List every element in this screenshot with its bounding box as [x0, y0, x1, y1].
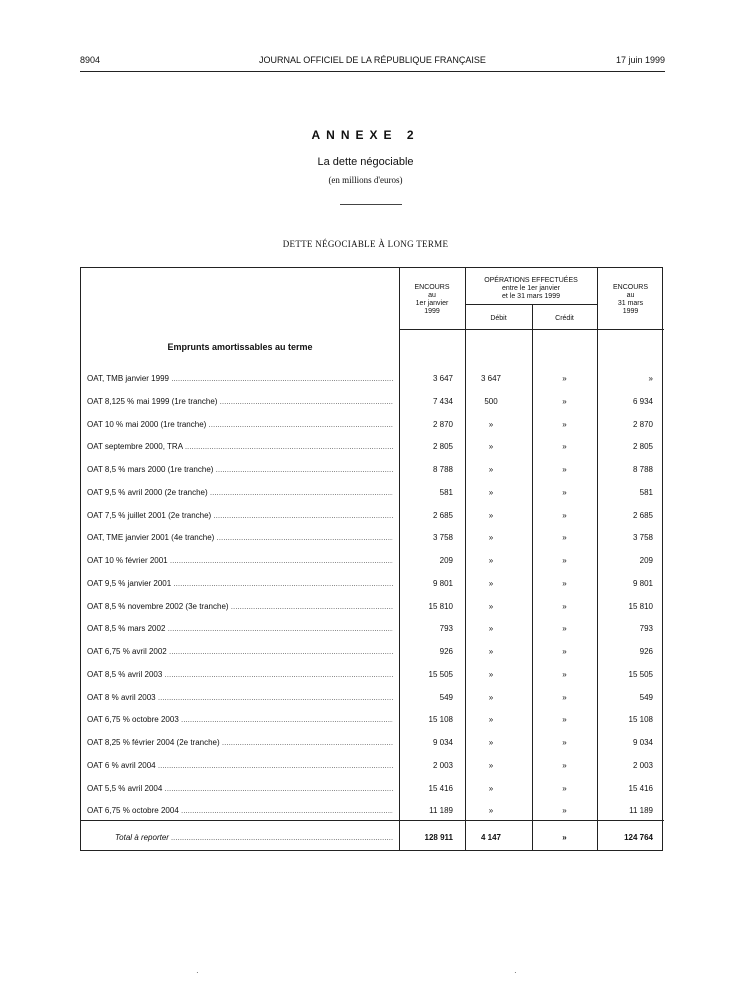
cell-credit: » — [562, 647, 567, 656]
col-encours-start — [399, 284, 465, 316]
cell-credit: » — [562, 510, 567, 520]
journal-title: JOURNAL OFFICIEL DE LA RÉPUBLIQUE FRANÇAISE — [259, 55, 486, 65]
table-row — [81, 374, 664, 386]
table-row — [81, 442, 664, 454]
cell-debit: » — [488, 624, 494, 634]
cell-encours-start: 128 911 — [424, 833, 453, 842]
table-row — [81, 715, 664, 727]
cell-debit: » — [488, 442, 494, 452]
col-head-line: 1999 — [424, 308, 440, 315]
row-label: OAT 5,5 % avril 2004 ..... — [87, 784, 393, 793]
table-row — [81, 533, 664, 545]
table-row — [81, 761, 664, 773]
cell-debit: » — [488, 738, 494, 747]
header-bottom-rule — [399, 329, 664, 330]
cell-debit: » — [488, 647, 494, 656]
row-label: OAT 6 % avril 2004 ..... — [87, 761, 393, 770]
cell-credit: » — [562, 783, 567, 793]
cell-encours-end: 581 — [639, 487, 653, 497]
row-label: OAT 9,5 % janvier 2001 ..... — [87, 579, 393, 588]
table-row — [81, 579, 664, 591]
cell-credit: » — [562, 487, 567, 497]
cell-encours-end: 549 — [639, 692, 653, 702]
group-rule — [465, 304, 597, 305]
table-row — [81, 602, 664, 614]
cell-encours-start: 2 685 — [432, 510, 453, 520]
cell-debit: » — [488, 760, 494, 770]
cell-debit: » — [488, 669, 494, 679]
col-encours-end — [597, 284, 664, 316]
cell-debit: » — [488, 556, 494, 565]
cell-encours-start: 15 810 — [428, 601, 453, 611]
row-label: OAT 10 % mai 2000 (1re tranche) ..... — [87, 420, 393, 429]
row-label: OAT 6,75 % octobre 2003 ..... — [87, 715, 393, 724]
table-row — [81, 511, 664, 523]
cell-encours-start: 9 034 — [432, 738, 453, 747]
cell-debit: » — [488, 510, 494, 520]
cell-credit: » — [562, 601, 567, 611]
cell-encours-end: 15 108 — [628, 715, 653, 725]
col-group-operations — [465, 277, 597, 301]
col-head-line: ENCOURS — [612, 284, 648, 291]
cell-encours-end: 9 034 — [632, 738, 653, 747]
cell-debit: » — [488, 806, 494, 816]
annexe-title: ANNEXE 2 — [311, 128, 420, 142]
table-row — [81, 397, 664, 409]
cell-credit: » — [562, 396, 567, 406]
cell-encours-start: 926 — [439, 647, 453, 656]
row-label: OAT 8,5 % mars 2000 (1re tranche) ..... — [87, 465, 393, 474]
cell-encours-end: 3 758 — [632, 533, 653, 543]
section-title: DETTE NÉGOCIABLE À LONG TERME — [282, 239, 449, 249]
row-label: OAT 8,5 % novembre 2002 (3e tranche) ..... — [87, 602, 393, 611]
rubric-heading: Emprunts amortissables au terme — [167, 342, 313, 352]
row-label: OAT 6,75 % avril 2002 ..... — [87, 647, 393, 656]
debt-table — [80, 267, 663, 851]
cell-credit: » — [562, 556, 567, 565]
cell-encours-end: » — [648, 374, 653, 383]
scan-speck: · — [196, 968, 199, 977]
table-row — [81, 738, 664, 750]
cell-encours-start: 2 003 — [432, 760, 453, 770]
cell-debit: » — [488, 578, 494, 588]
header-rule — [80, 71, 665, 72]
cell-credit: » — [562, 669, 567, 679]
col-head-line: 1er janvier — [415, 300, 449, 307]
cell-credit: » — [562, 419, 567, 429]
row-label: OAT 6,75 % octobre 2004 ..... — [87, 806, 393, 815]
row-label: OAT 8,25 % février 2004 (2e tranche) ..... — [87, 738, 393, 747]
cell-encours-start: 8 788 — [432, 465, 453, 474]
col-debit: Débit — [490, 315, 507, 322]
row-label: OAT 8,125 % mai 1999 (1re tranche) ..... — [87, 397, 393, 406]
cell-debit: 3 647 — [480, 374, 502, 383]
page-number: 8904 — [80, 55, 101, 65]
table-row — [81, 784, 664, 796]
cell-encours-end: 15 505 — [628, 669, 653, 679]
table-row — [81, 556, 664, 568]
row-label: OAT 8,5 % mars 2002 ..... — [87, 624, 393, 633]
cell-encours-start: 549 — [439, 692, 453, 702]
unit-note: (en millions d'euros) — [328, 175, 403, 185]
page-header — [80, 55, 665, 69]
cell-credit: » — [562, 624, 567, 634]
cell-encours-end: 209 — [639, 556, 653, 565]
cell-credit: » — [562, 533, 567, 543]
scan-speck: · — [514, 968, 517, 977]
table-row — [81, 465, 664, 477]
table-row — [81, 806, 664, 818]
cell-debit: » — [488, 487, 494, 497]
cell-debit: 4 147 — [480, 833, 502, 842]
cell-encours-end: 6 934 — [632, 396, 653, 406]
table-row — [81, 647, 664, 659]
cell-encours-start: 2 805 — [432, 442, 453, 452]
cell-credit: » — [562, 442, 567, 452]
total-rule — [81, 820, 664, 821]
cell-encours-end: 8 788 — [632, 465, 653, 474]
cell-debit: » — [488, 465, 494, 474]
table-row — [81, 488, 664, 500]
cell-debit: » — [488, 715, 494, 725]
row-label: Total à reporter ..... — [115, 833, 393, 842]
table-row — [81, 624, 664, 636]
row-label: OAT 7,5 % juillet 2001 (2e tranche) ..... — [87, 511, 393, 520]
cell-encours-start: 3 647 — [432, 374, 453, 383]
cell-credit: » — [562, 374, 567, 383]
cell-encours-end: 793 — [639, 624, 653, 634]
group-head-line: OPÉRATIONS EFFECTUÉES — [484, 277, 578, 284]
cell-encours-end: 11 189 — [629, 806, 653, 816]
cell-debit: 500 — [484, 396, 498, 406]
col-head-line: ENCOURS — [414, 284, 450, 291]
table-row — [81, 420, 664, 432]
col-head-line: au — [626, 292, 635, 299]
cell-debit: » — [488, 601, 494, 611]
cell-debit: » — [488, 533, 494, 543]
cell-credit: » — [562, 465, 567, 474]
col-head-line: au — [428, 292, 436, 299]
row-label: OAT 10 % février 2001 ..... — [87, 556, 393, 565]
cell-encours-start: 15 505 — [428, 669, 453, 679]
cell-credit: » — [562, 715, 567, 725]
cell-encours-start: 11 189 — [429, 806, 453, 816]
document-subtitle: La dette négociable — [317, 156, 414, 168]
group-head-line: entre le 1er janvier — [502, 285, 560, 292]
row-label: OAT septembre 2000, TRA ..... — [87, 442, 393, 451]
row-label: OAT, TME janvier 2001 (4e tranche) ..... — [87, 533, 393, 542]
cell-encours-start: 15 416 — [428, 783, 453, 793]
row-label: OAT 8,5 % avril 2003 ..... — [87, 670, 393, 679]
row-label: OAT 9,5 % avril 2000 (2e tranche) ..... — [87, 488, 393, 497]
cell-credit: » — [562, 738, 567, 747]
cell-credit: » — [562, 692, 567, 702]
cell-credit: » — [562, 578, 567, 588]
cell-encours-end: 15 810 — [628, 601, 653, 611]
col-head-line: 31 mars — [617, 300, 644, 307]
cell-encours-end: 124 764 — [624, 833, 653, 842]
cell-credit: » — [562, 833, 567, 842]
cell-encours-start: 793 — [439, 624, 453, 634]
title-separator — [340, 204, 402, 205]
cell-encours-start: 2 870 — [432, 419, 453, 429]
table-row — [81, 670, 664, 682]
cell-debit: » — [488, 419, 494, 429]
cell-encours-end: 2 805 — [632, 442, 653, 452]
cell-encours-end: 9 801 — [632, 578, 653, 588]
col-head-line: 1999 — [622, 308, 639, 315]
total-row — [81, 833, 664, 845]
cell-encours-start: 209 — [439, 556, 453, 565]
cell-encours-start: 7 434 — [432, 396, 453, 406]
cell-encours-start: 581 — [439, 487, 453, 497]
col-credit: Crédit — [555, 315, 574, 322]
cell-encours-end: 2 870 — [632, 419, 653, 429]
cell-encours-start: 15 108 — [428, 715, 453, 725]
cell-encours-end: 926 — [639, 647, 653, 656]
cell-debit: » — [488, 692, 494, 702]
group-head-line: et le 31 mars 1999 — [502, 293, 560, 300]
cell-credit: » — [562, 806, 567, 816]
table-row — [81, 693, 664, 705]
cell-encours-start: 3 758 — [432, 533, 453, 543]
publication-date: 17 juin 1999 — [615, 55, 665, 65]
cell-encours-end: 15 416 — [628, 783, 653, 793]
cell-encours-start: 9 801 — [432, 578, 453, 588]
cell-encours-end: 2 003 — [632, 760, 653, 770]
cell-debit: » — [488, 783, 494, 793]
row-label: OAT 8 % avril 2003 ..... — [87, 693, 393, 702]
cell-credit: » — [562, 760, 567, 770]
cell-encours-end: 2 685 — [632, 510, 653, 520]
row-label: OAT, TMB janvier 1999 ..... — [87, 374, 393, 383]
